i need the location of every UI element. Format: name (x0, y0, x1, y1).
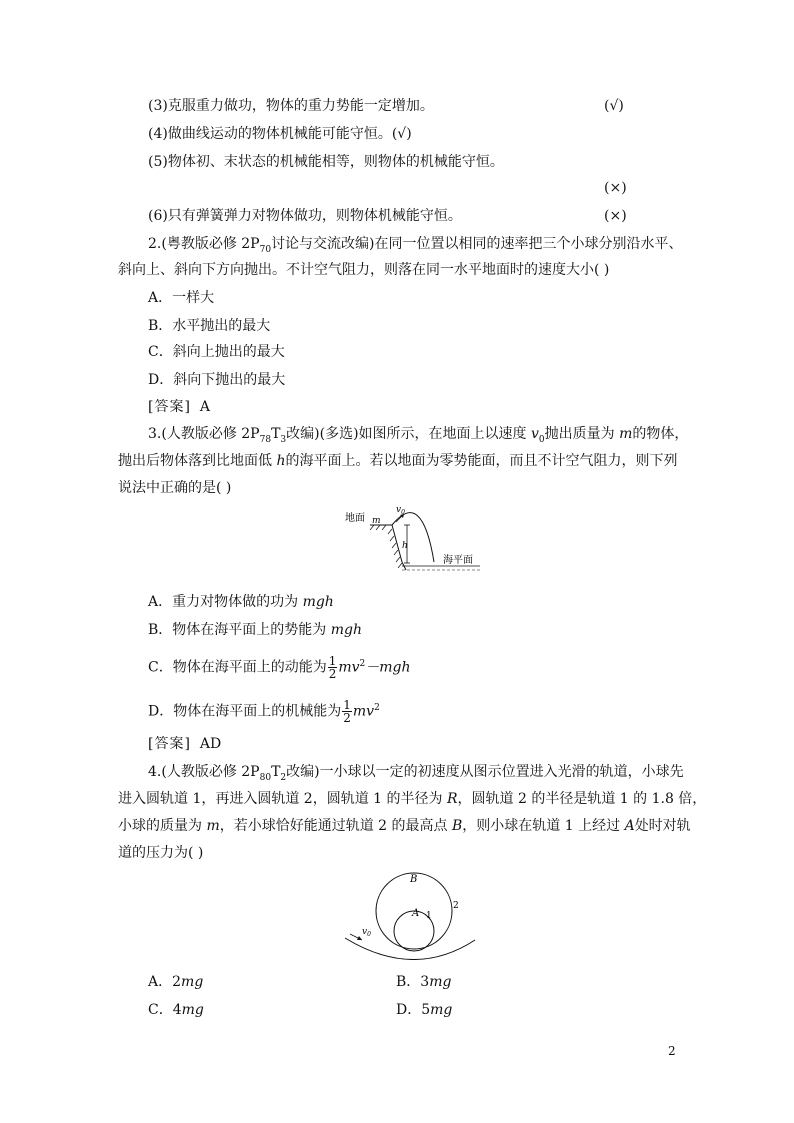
track-2-label: 2 (453, 901, 459, 911)
q1-item-6-mark: (×) (604, 208, 627, 224)
q1-item-5-mark: (×) (604, 180, 627, 196)
q2-stem-line2: 斜向上、斜向下方向抛出。不计空气阻力，则落在同一水平地面时的速度大小( ) (118, 262, 610, 278)
q4-option-d: D．5mg (396, 1002, 453, 1018)
q2-option-c: C．斜向上抛出的最大 (148, 344, 285, 360)
q4-stem-line4: 道的压力为( ) (118, 845, 204, 861)
q3-stem-line3: 说法中正确的是( ) (118, 480, 232, 496)
q3-stem-line1: 3.(人教版必修 $2P_{78}T_3$改编)(多选)如图所示，在地面上以速度 $v_0$抛出质量为 m的物体， (148, 426, 689, 445)
q4-stem-line1: 4.(人教版必修 $2P_{80}T_2$改编)一小球以一定的初速度从图示位置进入光滑的轨道，小球先 (148, 764, 684, 783)
q4-track-figure (340, 868, 480, 960)
q4-stem-line2: 进入圆轨道 1，再进入圆轨道 2，圆轨道 1 的半径为 R，圆轨道 2 的半径是轨道 1 的 1.8 倍， (118, 791, 707, 807)
fraction-half: $\frac{1}{2}$ (328, 654, 337, 682)
track-1-label: 1 (426, 911, 432, 921)
q4-option-a: A．2mg (148, 974, 204, 990)
q3-option-b: B．物体在海平面上的势能为 mgh (148, 622, 363, 638)
q2-option-a: A．一样大 (148, 290, 215, 306)
q2-stem-line1: 2.(粤教版必修 $2P_{70}$讨论与交流改编)在同一位置以相同的速率把三个小球分别沿水平、 (148, 236, 683, 255)
q3-option-c: C．物体在海平面上的动能为 $\frac{1}{2}$ $mv^2-mgh$ (148, 654, 411, 682)
fraction-half: $\frac{1}{2}$ (343, 698, 351, 726)
point-b-label: B (410, 874, 418, 885)
v0-label: $v_0$ (396, 505, 405, 516)
q3-option-a: A．重力对物体做的功为 mgh (148, 594, 334, 610)
v0-label: $v_0$ (362, 927, 371, 938)
q2-option-b: B．水平抛出的最大 (148, 318, 271, 334)
sea-level-label: 海平面 (443, 555, 473, 566)
page-number: 2 (668, 1044, 676, 1058)
q1-item-6: (6)只有弹簧弹力对物体做功，则物体机械能守恒。 (148, 208, 462, 224)
mass-label: m (372, 516, 381, 526)
q3-answer: [答案] AD (148, 736, 222, 752)
q1-item-3: (3)克服重力做功，物体的重力势能一定增加。 (148, 98, 434, 114)
q3-stem-line2: 抛出后物体落到比地面低 h的海平面上。若以地面为零势能面，而且不计空气阻力，则下列 (118, 453, 678, 469)
q2-answer: [答案] A (148, 399, 210, 415)
q3-cliff-figure (340, 500, 490, 580)
q1-item-3-mark: (√) (604, 98, 624, 114)
q1-item-4: (4)做曲线运动的物体机械能可能守恒。(√) (148, 126, 412, 142)
q2-option-d: D．斜向下抛出的最大 (148, 372, 286, 388)
q4-option-b: B．3mg (396, 974, 452, 990)
q4-option-c: C．4mg (148, 1002, 204, 1018)
h-label: h (402, 541, 408, 551)
point-a-label: A (412, 908, 420, 919)
ground-label: 地面 (345, 513, 365, 524)
q3-option-d: D．物体在海平面上的机械能为 $\frac{1}{2}$ $mv^2$ (148, 698, 380, 726)
q1-item-5: (5)物体初、末状态的机械能相等，则物体的机械能守恒。 (148, 154, 504, 170)
q4-stem-line3: 小球的质量为 m，若小球恰好能通过轨道 2 的最高点 B，则小球在轨道 1 上经过 A处时对轨 (118, 818, 691, 834)
